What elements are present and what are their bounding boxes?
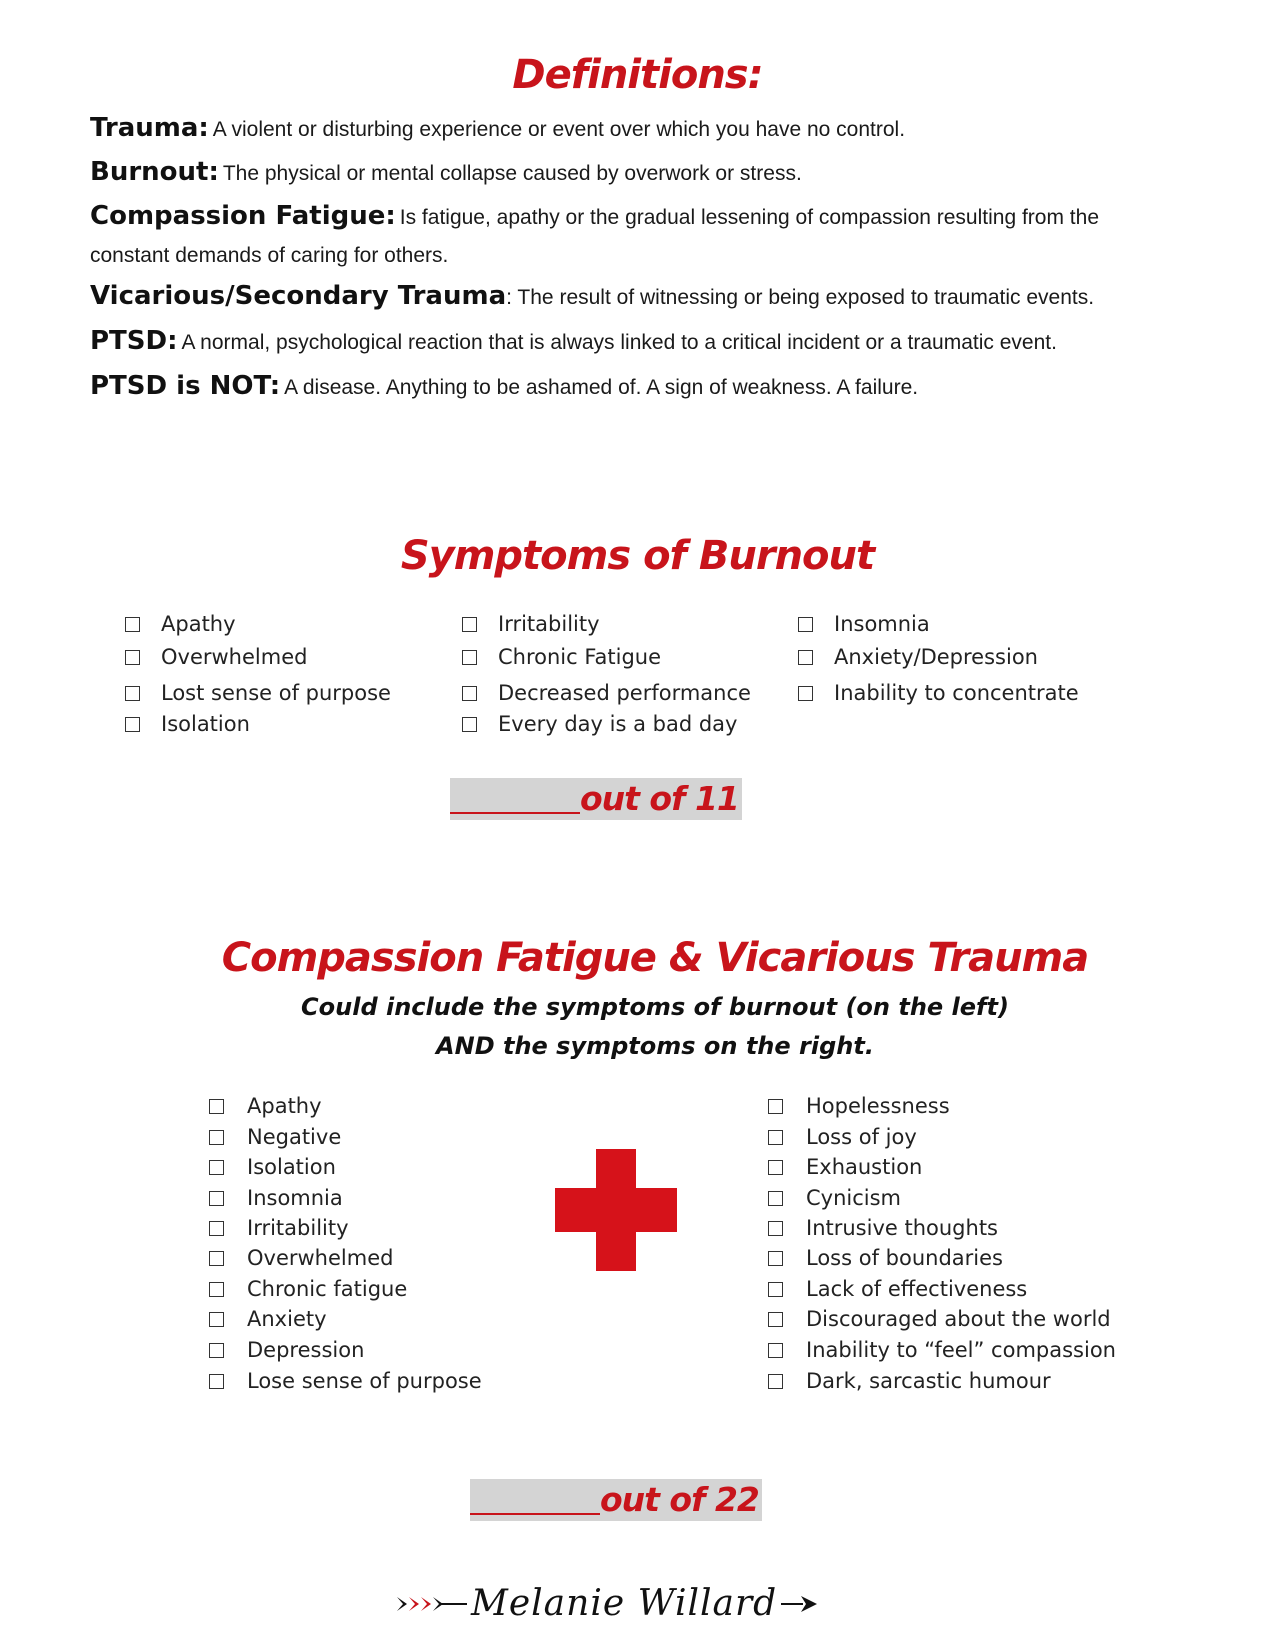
definition-text: Is fatigue, apathy or the gradual lessening of compassion resulting from the: [399, 206, 1099, 229]
compassion-subtitle: Could include the symptoms of burnout (on the left): [301, 993, 1009, 1021]
cf-left-checkbox-item[interactable]: [209, 1307, 327, 1331]
burnout-checkbox-item[interactable]: [798, 612, 930, 636]
score-label: out of 22: [600, 1480, 759, 1519]
definition-text: A normal, psychological reaction that is always linked to a critical incident or a traumatic event.: [181, 331, 1057, 354]
cf-left-checkbox-item[interactable]: [209, 1155, 336, 1179]
checkbox-label: Every day is a bad day: [498, 712, 738, 736]
checkbox-label: Chronic Fatigue: [498, 645, 662, 669]
checkbox[interactable]: [768, 1160, 783, 1175]
definition-compassion-fatigue-cont: [90, 244, 448, 268]
burnout-checkbox-item[interactable]: [462, 612, 600, 636]
checkbox-label: Isolation: [247, 1155, 336, 1179]
definition-ptsd: [90, 326, 1057, 356]
burnout-title: Symptoms of Burnout: [400, 533, 875, 579]
checkbox[interactable]: [768, 1099, 783, 1114]
checkbox[interactable]: [209, 1160, 224, 1175]
checkbox[interactable]: [768, 1312, 783, 1327]
burnout-checkbox-item[interactable]: [125, 681, 391, 705]
signature: [395, 1583, 821, 1624]
burnout-checkbox-item[interactable]: [125, 712, 250, 736]
arrow-fletching-icon: [395, 1592, 467, 1616]
checkbox[interactable]: [768, 1191, 783, 1206]
checkbox-label: Intrusive thoughts: [806, 1216, 998, 1240]
definition-burnout: [90, 157, 802, 187]
burnout-checkbox-item[interactable]: [798, 645, 1038, 669]
checkbox[interactable]: [768, 1282, 783, 1297]
cf-left-checkbox-item[interactable]: [209, 1277, 407, 1301]
compassion-subtitle: AND the symptoms on the right.: [436, 1032, 874, 1060]
cf-right-checkbox-item[interactable]: [768, 1246, 1003, 1270]
checkbox-label: Decreased performance: [498, 681, 751, 705]
checkbox[interactable]: [209, 1191, 224, 1206]
checkbox-label: Negative: [247, 1125, 342, 1149]
checkbox-label: Lack of effectiveness: [806, 1277, 1028, 1301]
checkbox[interactable]: [798, 686, 813, 701]
burnout-checkbox-item[interactable]: [462, 681, 751, 705]
compassion-score[interactable]: [470, 1479, 762, 1521]
cf-left-checkbox-item[interactable]: [209, 1216, 349, 1240]
cf-left-checkbox-item[interactable]: [209, 1246, 393, 1270]
definition-text: A violent or disturbing experience or event over which you have no control.: [212, 118, 906, 141]
checkbox-label: Inability to concentrate: [834, 681, 1079, 705]
checkbox[interactable]: [209, 1099, 224, 1114]
checkbox[interactable]: [125, 717, 140, 732]
checkbox-label: Loss of boundaries: [806, 1246, 1003, 1270]
checkbox[interactable]: [209, 1130, 224, 1145]
definition-ptsd-is-not: [90, 371, 918, 401]
cf-right-checkbox-item[interactable]: [768, 1277, 1027, 1301]
checkbox-label: Irritability: [498, 612, 600, 636]
checkbox-label: Dark, sarcastic humour: [806, 1369, 1051, 1393]
checkbox-label: Exhaustion: [806, 1155, 923, 1179]
definition-term: PTSD is NOT:: [90, 371, 281, 401]
checkbox-label: Hopelessness: [806, 1094, 950, 1118]
definition-trauma: [90, 113, 905, 143]
signature-name: Melanie Willard: [471, 1583, 778, 1624]
definitions-title: Definitions:: [512, 52, 763, 98]
checkbox[interactable]: [209, 1221, 224, 1236]
checkbox[interactable]: [209, 1251, 224, 1266]
burnout-checkbox-item[interactable]: [462, 712, 737, 736]
checkbox-label: Chronic fatigue: [247, 1277, 408, 1301]
cf-right-checkbox-item[interactable]: [768, 1216, 998, 1240]
cf-right-checkbox-item[interactable]: [768, 1307, 1111, 1331]
definition-compassion-fatigue: [90, 201, 1099, 231]
checkbox[interactable]: [798, 617, 813, 632]
checkbox[interactable]: [768, 1251, 783, 1266]
cf-left-checkbox-item[interactable]: [209, 1094, 322, 1118]
arrow-head-icon: [781, 1592, 821, 1616]
compassion-fatigue-title: Compassion Fatigue & Vicarious Trauma: [221, 935, 1089, 981]
checkbox[interactable]: [462, 686, 477, 701]
checkbox[interactable]: [209, 1374, 224, 1389]
checkbox[interactable]: [462, 717, 477, 732]
checkbox-label: Overwhelmed: [161, 645, 308, 669]
checkbox[interactable]: [125, 650, 140, 665]
cf-left-checkbox-item[interactable]: [209, 1125, 341, 1149]
checkbox-label: Lose sense of purpose: [247, 1369, 482, 1393]
definition-term: Trauma:: [90, 113, 209, 143]
burnout-checkbox-item[interactable]: [462, 645, 661, 669]
cf-left-checkbox-item[interactable]: [209, 1338, 364, 1362]
burnout-checkbox-item[interactable]: [798, 681, 1079, 705]
burnout-checkbox-item[interactable]: [125, 645, 307, 669]
definition-term: Burnout:: [90, 157, 219, 187]
definition-term: Vicarious/Secondary Trauma: [90, 281, 507, 311]
checkbox-label: Inability to “feel” compassion: [806, 1338, 1116, 1362]
checkbox-label: Loss of joy: [806, 1125, 917, 1149]
checkbox-label: Irritability: [247, 1216, 349, 1240]
definition-text-continued: constant demands of caring for others.: [90, 244, 449, 267]
checkbox-label: Anxiety: [247, 1307, 327, 1331]
checkbox[interactable]: [768, 1130, 783, 1145]
plus-icon-bar: [555, 1188, 677, 1232]
cf-left-checkbox-item[interactable]: [209, 1186, 343, 1210]
definition-term: Compassion Fatigue:: [90, 201, 396, 231]
checkbox-label: Discouraged about the world: [806, 1307, 1111, 1331]
definition-vicarious-trauma: [90, 281, 1094, 311]
checkbox-label: Overwhelmed: [247, 1246, 394, 1270]
definition-text: The physical or mental collapse caused by overwork or stress.: [222, 162, 802, 185]
checkbox[interactable]: [462, 650, 477, 665]
burnout-checkbox-item[interactable]: [125, 612, 236, 636]
score-label: out of 11: [580, 779, 739, 818]
score-blank-line[interactable]: [470, 1513, 600, 1515]
checkbox[interactable]: [462, 617, 477, 632]
checkbox-label: Lost sense of purpose: [161, 681, 391, 705]
checkbox[interactable]: [798, 650, 813, 665]
cf-right-checkbox-item[interactable]: [768, 1155, 922, 1179]
cf-right-checkbox-item[interactable]: [768, 1094, 950, 1118]
checkbox-label: Apathy: [247, 1094, 322, 1118]
score-blank-line[interactable]: [450, 812, 580, 814]
cf-right-checkbox-item[interactable]: [768, 1186, 901, 1210]
checkbox-label: Apathy: [161, 612, 236, 636]
cf-right-checkbox-item[interactable]: [768, 1369, 1051, 1393]
checkbox-label: Cynicism: [806, 1186, 902, 1210]
checkbox-label: Insomnia: [247, 1186, 343, 1210]
definition-text: A disease. Anything to be ashamed of. A sign of weakness. A failure.: [284, 376, 919, 399]
definition-text: : The result of witnessing or being exposed to traumatic events.: [506, 286, 1095, 309]
checkbox-label: Depression: [247, 1338, 365, 1362]
checkbox[interactable]: [125, 617, 140, 632]
checkbox-label: Anxiety/Depression: [834, 645, 1038, 669]
checkbox[interactable]: [209, 1282, 224, 1297]
burnout-score[interactable]: [450, 778, 742, 820]
checkbox[interactable]: [768, 1374, 783, 1389]
checkbox[interactable]: [125, 686, 140, 701]
checkbox-label: Insomnia: [834, 612, 930, 636]
checkbox[interactable]: [209, 1343, 224, 1358]
cf-right-checkbox-item[interactable]: [768, 1125, 917, 1149]
definition-term: PTSD:: [90, 326, 178, 356]
checkbox[interactable]: [209, 1312, 224, 1327]
checkbox-label: Isolation: [161, 712, 250, 736]
cf-right-checkbox-item[interactable]: [768, 1338, 1116, 1362]
cf-left-checkbox-item[interactable]: [209, 1369, 482, 1393]
checkbox[interactable]: [768, 1343, 783, 1358]
checkbox[interactable]: [768, 1221, 783, 1236]
